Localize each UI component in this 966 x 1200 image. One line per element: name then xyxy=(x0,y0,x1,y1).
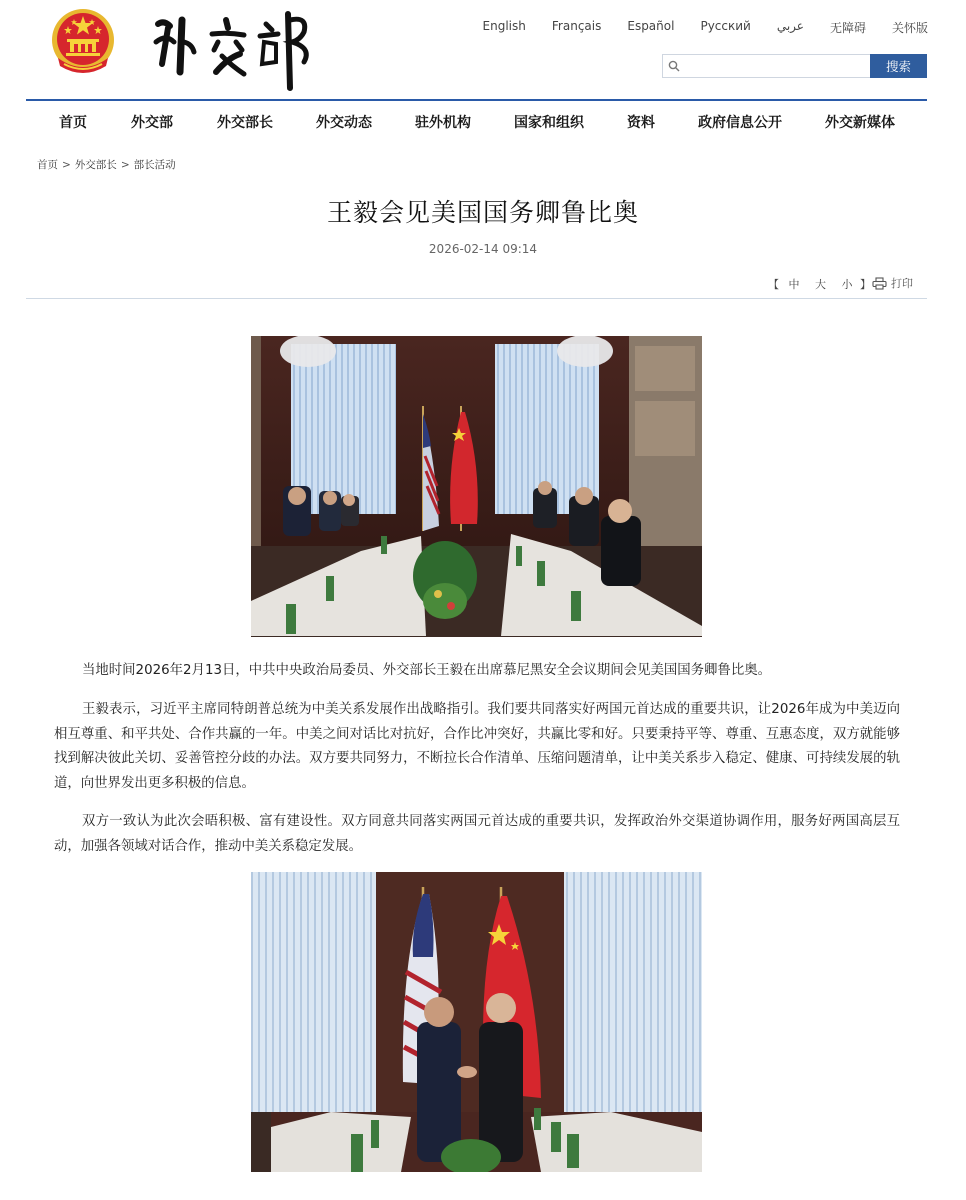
handshake-photo xyxy=(251,872,702,1172)
content-divider xyxy=(26,298,927,299)
font-size-controls xyxy=(768,276,871,292)
nav-item-ministry[interactable]: 外交部 xyxy=(131,115,173,131)
breadcrumb-separator: > xyxy=(120,159,130,171)
lang-french-link[interactable]: Français xyxy=(551,19,602,33)
lang-spanish-link[interactable]: Español xyxy=(627,19,675,33)
article-date: 2026-02-14 09:14 xyxy=(428,242,538,256)
ministry-logo-calligraphy[interactable] xyxy=(148,2,320,94)
lang-arabic-link[interactable]: عربي xyxy=(776,19,804,33)
bracket-open: 【 xyxy=(768,278,779,291)
nav-item-missions-abroad[interactable]: 驻外机构 xyxy=(415,115,471,131)
font-size-small-button[interactable]: 小 xyxy=(841,278,853,291)
article-paragraph-2: 王毅表示，习近平主席同特朗普总统为中美关系发展作出战略指引。我们要共同落实好两国元首达成的重要共识，让2026年成为中美迈向相互尊重、和平共处、合作共赢的一年。中美之间对话比对抗好，合作比冲突好，共赢比零和好。只要秉持平等、尊重、互惠态度，双方就能够找到解决彼此关切、妥善管控分歧的办法。双方要共同努力，不断拉长合作清单、压缩问题清单，让中美关系步入稳定、健康、可持续发展的轨道，向世界发出更多积极的信息。 xyxy=(54,702,900,791)
font-size-medium-button[interactable]: 大 xyxy=(815,278,826,291)
search-icon xyxy=(668,60,680,72)
search-button[interactable]: 搜索 xyxy=(870,54,927,78)
bracket-close: 】 xyxy=(860,278,871,291)
nav-item-resources[interactable]: 资料 xyxy=(627,115,655,131)
search-bar xyxy=(662,54,927,78)
nav-item-countries-orgs[interactable]: 国家和组织 xyxy=(514,115,584,131)
breadcrumb-home-link[interactable]: 首页 xyxy=(37,159,58,171)
nav-item-home[interactable]: 首页 xyxy=(59,115,87,131)
nav-item-minister[interactable]: 外交部长 xyxy=(217,115,273,131)
search-input[interactable] xyxy=(663,55,870,77)
font-size-large-button[interactable]: 中 xyxy=(788,278,800,291)
article-title: 王毅会见美国国务卿鲁比奥 xyxy=(326,198,639,227)
print-button[interactable] xyxy=(872,275,913,291)
elderly-care-link[interactable]: 关怀版 xyxy=(891,21,928,35)
accessibility-link[interactable]: 无障碍 xyxy=(829,21,866,35)
article-paragraph-3: 双方一致认为此次会晤积极、富有建设性。双方同意共同落实两国元首达成的重要共识，发挥政治外交渠道协调作用，服务好两国高层互动，加强各领域对话合作，推动中美关系稳定发展。 xyxy=(54,814,900,854)
breadcrumb-activities-link[interactable]: 部长活动 xyxy=(133,159,176,171)
breadcrumb-minister-link[interactable]: 外交部长 xyxy=(74,159,117,171)
national-emblem-icon xyxy=(50,6,116,78)
lang-russian-link[interactable]: Русский xyxy=(700,19,751,33)
breadcrumb xyxy=(37,157,176,172)
breadcrumb-separator: > xyxy=(62,159,71,171)
search-box xyxy=(662,54,870,78)
print-label: 打印 xyxy=(891,277,913,290)
nav-item-new-media[interactable]: 外交新媒体 xyxy=(825,115,895,131)
lang-english-link[interactable]: English xyxy=(482,19,526,33)
printer-icon xyxy=(872,277,887,290)
meeting-table-photo xyxy=(251,336,702,637)
nav-item-gov-info[interactable]: 政府信息公开 xyxy=(698,115,782,131)
article-paragraph-1: 当地时间2026年2月13日，中共中央政治局委员、外交部长王毅在出席慕尼黑安全会议期间会见美国国务卿鲁比奥。 xyxy=(82,663,771,678)
nav-item-diplomatic-news[interactable]: 外交动态 xyxy=(316,115,372,131)
language-bar xyxy=(483,19,928,36)
main-nav xyxy=(26,101,927,141)
